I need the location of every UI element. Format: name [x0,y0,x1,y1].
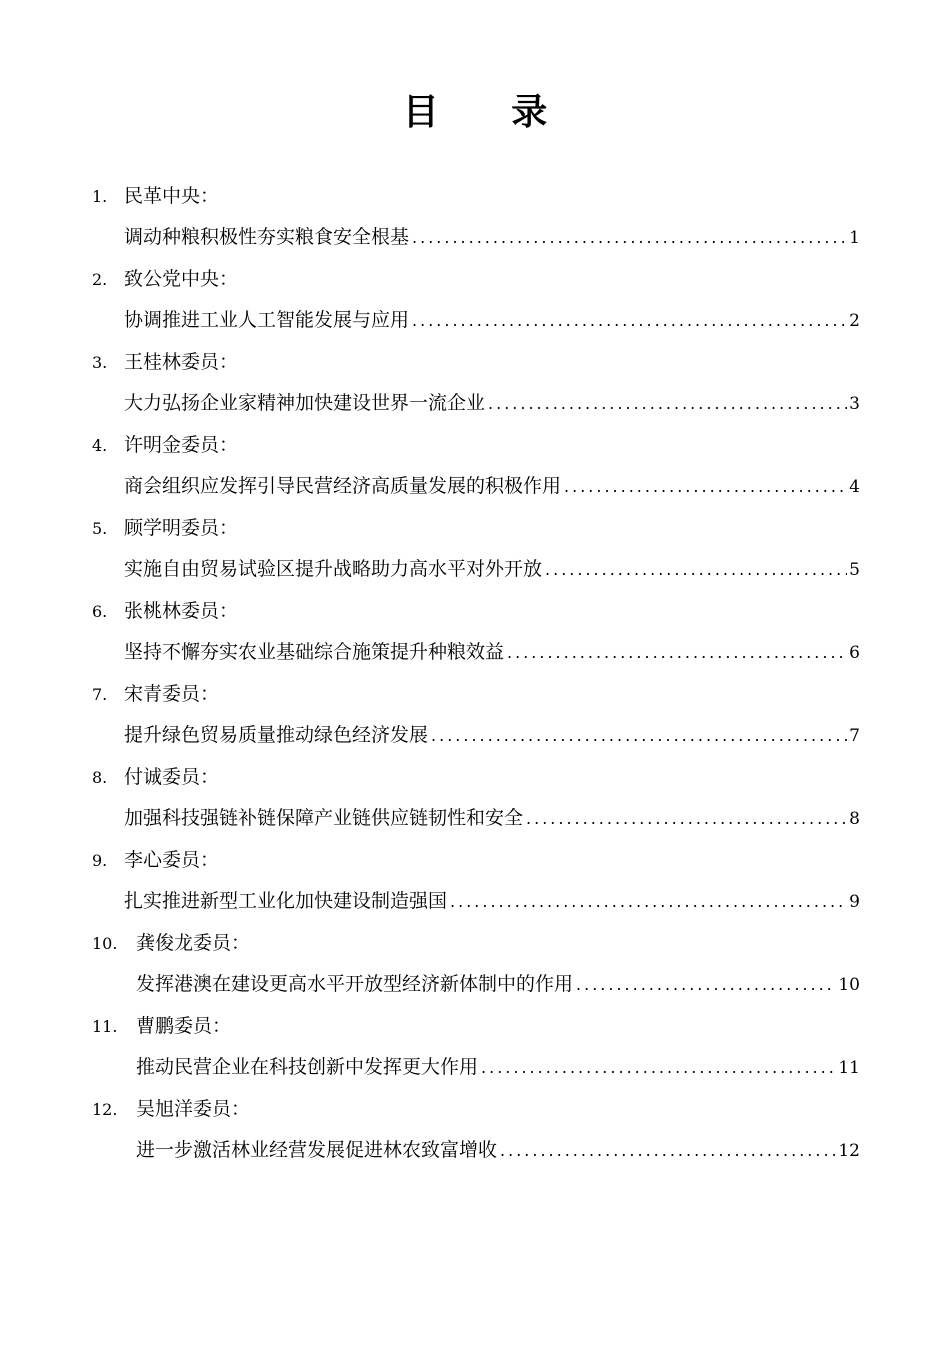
toc-leader-dots [409,223,847,253]
toc-leader-dots [523,804,847,834]
page-title: 目 录 [402,92,578,133]
toc-entry-author: 民革中央： [124,185,220,207]
toc-entry-header [92,928,250,958]
toc-leader-dots [561,472,847,502]
toc-entry-page: 7 [849,726,860,746]
toc-leader-dots [573,970,836,1000]
toc-entry-link[interactable] [124,305,860,335]
toc-entry-page: 11 [838,1058,860,1078]
toc-entry-topic: 扎实推进新型工业化加快建设制造强国 [124,890,448,912]
toc-entry-topic: 坚持不懈夯实农业基础综合施策提升种粮效益 [124,641,505,663]
toc-entry-author: 吴旭洋委员： [136,1098,251,1120]
toc-entry-page: 4 [849,477,860,497]
toc-entry-header [92,264,238,294]
toc-entry-12 [0,1084,950,1167]
toc-entry-number: 1. [92,187,108,206]
toc-entry-10 [0,918,950,1001]
toc-entry-link[interactable] [124,720,860,750]
toc-entry-topic: 大力弘扬企业家精神加快建设世界一流企业 [124,392,486,414]
toc-leader-dots [497,1136,836,1166]
toc-entry-topic: 调动种粮积极性夯实粮食安全根基 [124,226,410,248]
toc-leader-dots [428,721,847,751]
toc-entry-page: 12 [838,1141,860,1161]
toc-entry-number: 10. [92,934,118,953]
toc-entry-topic: 提升绿色贸易质量推动绿色经济发展 [124,724,429,746]
toc-entry-topic: 发挥港澳在建设更高水平开放型经济新体制中的作用 [136,973,574,995]
toc-entry-number: 4. [92,436,108,455]
toc-leader-dots [409,306,847,336]
toc-entry-number: 5. [92,519,108,538]
toc-entry-7 [0,669,950,752]
toc-entry-header [92,181,219,211]
toc-entry-header [92,1011,231,1041]
toc-entry-page: 2 [849,311,860,331]
toc-leader-dots [504,638,847,668]
toc-entry-topic: 协调推进工业人工智能发展与应用 [124,309,410,331]
toc-entry-topic: 实施自由贸易试验区提升战略助力高水平对外开放 [124,558,543,580]
toc-entry-number: 11. [92,1017,118,1036]
toc-entry-author: 龚俊龙委员： [136,932,251,954]
toc-entry-9 [0,835,950,918]
toc-entry-topic: 推动民营企业在科技创新中发挥更大作用 [136,1056,479,1078]
toc-entry-link[interactable] [124,886,860,916]
toc-entry-page: 9 [849,892,860,912]
toc-entry-author: 李心委员： [124,849,220,871]
toc-leader-dots [542,555,847,585]
toc-entry-link[interactable] [124,471,860,501]
toc-entry-5 [0,503,950,586]
toc-entry-link[interactable] [136,969,860,999]
toc-entry-header [92,679,219,709]
toc-entry-8 [0,752,950,835]
toc-entry-header [92,762,219,792]
toc-entry-11 [0,1001,950,1084]
toc-leader-dots [447,887,847,917]
toc-entry-topic: 加强科技强链补链保障产业链供应链韧性和安全 [124,807,524,829]
toc-entry-author: 许明金委员： [124,434,239,456]
toc-entry-1 [0,171,950,254]
toc-entry-header [92,430,238,460]
toc-entry-author: 曹鹏委员： [136,1015,232,1037]
toc-entry-link[interactable] [124,554,860,584]
toc-entry-topic: 进一步激活林业经营发展促进林农致富增收 [136,1139,498,1161]
toc-entry-3 [0,337,950,420]
toc-entry-link[interactable] [136,1135,860,1165]
toc-entry-page: 3 [849,394,860,414]
toc-entry-author: 张桃林委员： [124,600,239,622]
toc-entry-header [92,513,238,543]
toc-entry-number: 7. [92,685,108,704]
toc-entry-link[interactable] [124,637,860,667]
toc-entry-number: 12. [92,1100,118,1119]
toc-entry-page: 5 [849,560,860,580]
toc-entry-header [92,1094,250,1124]
toc-entry-topic: 商会组织应发挥引导民营经济高质量发展的积极作用 [124,475,562,497]
toc-leader-dots [478,1053,836,1083]
toc-entry-author: 顾学明委员： [124,517,239,539]
toc-leader-dots [485,389,847,419]
toc-entry-4 [0,420,950,503]
toc-entry-author: 致公党中央： [124,268,239,290]
toc-entry-link[interactable] [124,388,860,418]
toc-entry-page: 10 [838,975,860,995]
toc-entry-page: 6 [849,643,860,663]
toc-entry-number: 3. [92,353,108,372]
toc-entry-header [92,845,219,875]
toc-entry-link[interactable] [136,1052,860,1082]
toc-entry-page: 1 [849,228,860,248]
toc-entry-number: 9. [92,851,108,870]
table-of-contents [0,171,950,1167]
toc-entry-author: 付诚委员： [124,766,220,788]
toc-entry-2 [0,254,950,337]
toc-entry-6 [0,586,950,669]
toc-entry-number: 6. [92,602,108,621]
toc-entry-link[interactable] [124,222,860,252]
toc-entry-link[interactable] [124,803,860,833]
toc-entry-author: 宋青委员： [124,683,220,705]
toc-entry-header [92,596,238,626]
toc-entry-header [92,347,238,377]
toc-entry-page: 8 [849,809,860,829]
toc-entry-number: 2. [92,270,108,289]
toc-entry-number: 8. [92,768,108,787]
toc-entry-author: 王桂林委员： [124,351,239,373]
